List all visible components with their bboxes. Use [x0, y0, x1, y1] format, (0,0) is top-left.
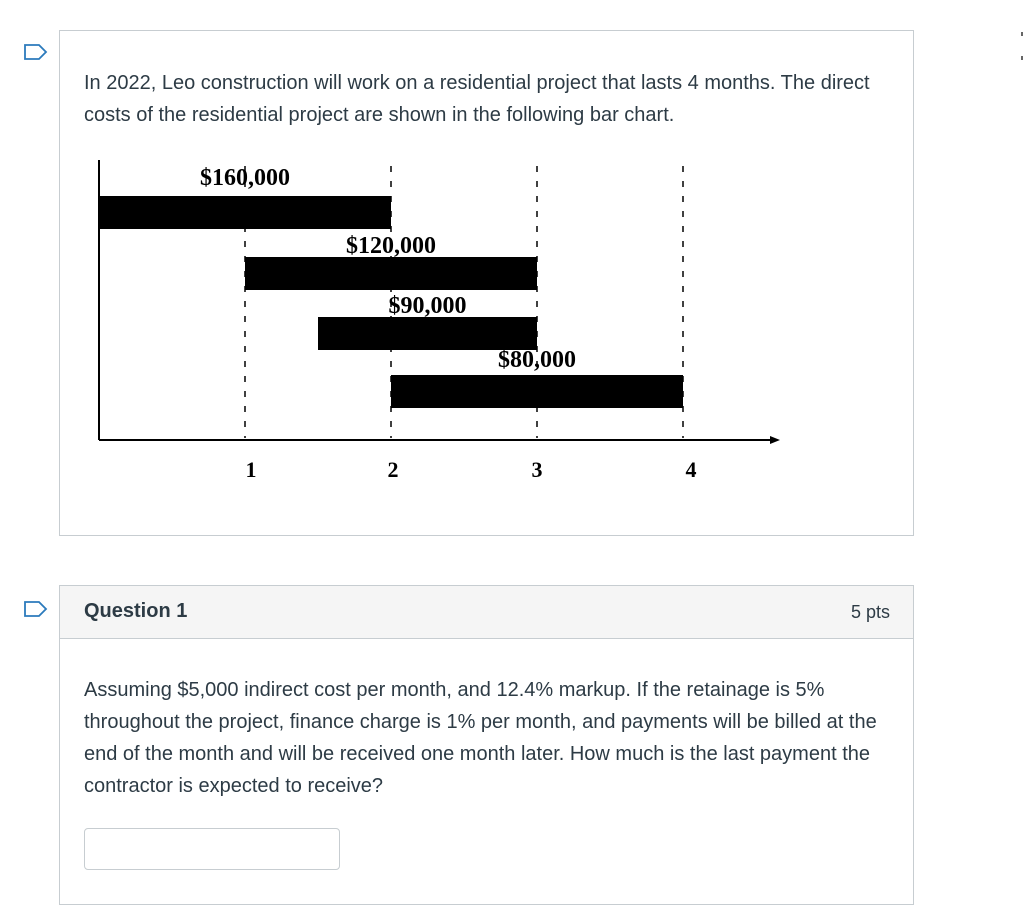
question-points: 5 pts: [850, 602, 890, 622]
question-text: Assuming $5,000 indirect cost per month, and 12.4% markup. If the retainage is 5% throughout the project, finance charge is 1% per month, and payments will be billed at the end of the month and will be received one month later. How much is the last payment the contractor is expected to receive?: [84, 679, 877, 797]
cost-label: $80,000: [498, 347, 576, 373]
question-title: Question 1: [84, 600, 188, 622]
x-tick-label: 2: [387, 457, 399, 482]
x-axis-arrow: [770, 436, 780, 444]
x-tick-label: 4: [685, 457, 697, 482]
question-header: [60, 586, 913, 639]
activity-label: D: [530, 385, 544, 404]
x-tick-label: 1: [245, 457, 257, 482]
flag-question-icon[interactable]: [24, 601, 48, 617]
cost-label: $90,000: [388, 293, 467, 319]
stem-text: In 2022, Leo construction will work on a residential project that lasts 4 months. The direct costs of the residential project are shown in the following bar chart.: [84, 72, 870, 126]
x-tick-label: 3: [531, 457, 543, 482]
answer-input[interactable]: [84, 828, 340, 870]
cost-label: $160,000: [200, 165, 290, 191]
activity-label: C: [421, 327, 434, 346]
question-card: [59, 585, 914, 905]
cost-label: $120,000: [346, 233, 436, 259]
question-stem-card: [59, 30, 914, 536]
clipped-edge-glyph: [1018, 30, 1024, 64]
activity-label: A: [238, 205, 252, 224]
cost-bar-chart: [60, 31, 913, 535]
activity-label: B: [385, 266, 397, 285]
flag-question-icon[interactable]: [24, 44, 48, 60]
